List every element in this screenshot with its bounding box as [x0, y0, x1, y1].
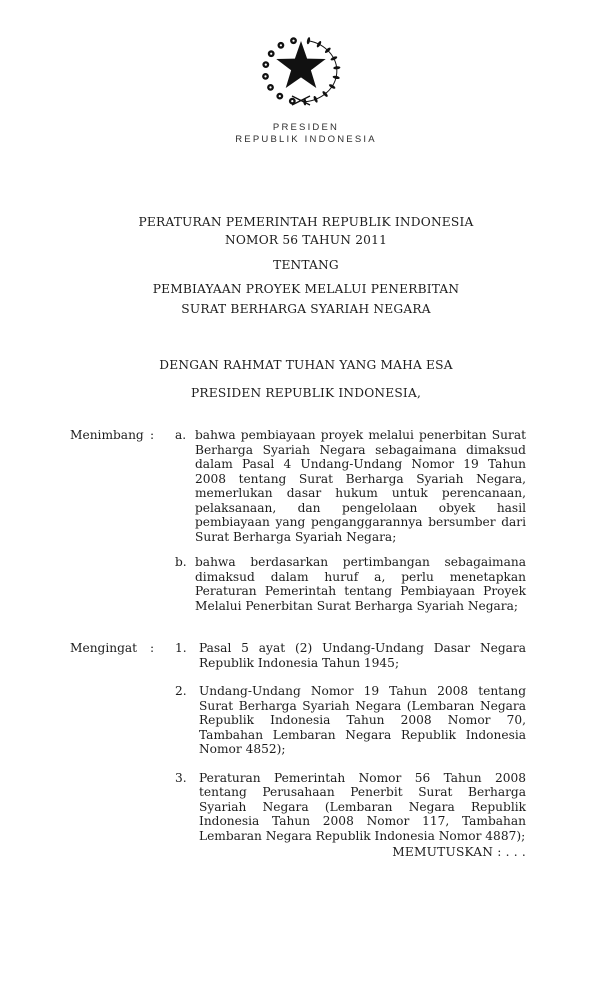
mengingat-colon: : [150, 641, 155, 655]
title-tentang: TENTANG [273, 258, 339, 272]
mengingat-label: Mengingat [70, 641, 138, 655]
invocation-line: DENGAN RAHMAT TUHAN YANG MAHA ESA [159, 358, 453, 372]
menimbang-item-a-text: bahwa pembiayaan proyek melalui penerbitan Surat Berharga Syariah Negara sebagaimana dimaksud dalam Pasal 4 Undang-Undang Nomor 19 Tahun 2008 tentang Surat Berharga Syariah Negara, memerlukan dasar hukum untuk perencanaan, pelaksanaan, dan pengelolaan obyek hasil pembiayaan yang penganggarannya bersumber dari Surat Berharga Syariah Negara; [195, 428, 526, 544]
menimbang-items [175, 428, 526, 613]
title-line-2: NOMOR 56 TAHUN 2011 [224, 233, 388, 247]
menimbang-label: Menimbang [70, 428, 144, 442]
mengingat-item-2-text: Undang-Undang Nomor 19 Tahun 2008 tentang Surat Berharga Syariah Negara (Lembaran Negara Republik Indonesia Tahun 2008 Nomor 70, Tambahan Lembaran Negara Republik Indonesia Nomor 4852); [199, 684, 526, 756]
mengingat-item-1-text: Pasal 5 ayat (2) Undang-Undang Dasar Negara Republik Indonesia Tahun 1945; [199, 641, 526, 670]
mengingat-item-2 [175, 684, 526, 757]
menimbang-item-b-text: bahwa berdasarkan pertimbangan sebagaimana dimaksud dalam huruf a, perlu menetapkan Peraturan Pemerintah tentang Pembiayaan Proyek Melalui Penerbitan Surat Berharga Syariah Negara; [195, 555, 526, 613]
menimbang-item-a [175, 428, 526, 544]
mengingat-item-1 [175, 641, 526, 670]
presidential-star-wreath-emblem [226, 21, 376, 121]
title-subject-2: SURAT BERHARGA SYARIAH NEGARA [181, 302, 431, 316]
section-mengingat [70, 641, 526, 843]
mengingat-item-3-text: Peraturan Pemerintah Nomor 56 Tahun 2008 tentang Perusahaan Penerbit Surat Berharga Syariah Negara (Lembaran Negara Republik Indonesia Tahun 2008 Nomor 117, Tambahan Lembaran Negara Republik Indonesia Nomor 4887); [199, 770, 526, 843]
star-icon [276, 41, 325, 88]
memutuskan-continuation: MEMUTUSKAN : . . . [392, 845, 526, 859]
mengingat-item-1-marker: 1. [175, 641, 187, 655]
title-line-1: PERATURAN PEMERINTAH REPUBLIK INDONESIA [138, 215, 474, 229]
mengingat-item-2-marker: 2. [175, 684, 187, 698]
agency-line-republik: REPUBLIK INDONESIA [235, 134, 377, 145]
mengingat-items [175, 641, 526, 843]
agency-letterhead [0, 122, 612, 146]
agency-line-presiden: PRESIDEN [272, 122, 340, 133]
section-menimbang [70, 428, 526, 613]
menimbang-item-a-marker: a. [175, 428, 187, 442]
menimbang-colon: : [150, 428, 155, 442]
mengingat-item-3-marker: 3. [175, 770, 187, 785]
title-subject-1: PEMBIAYAAN PROYEK MELALUI PENERBITAN [152, 282, 460, 296]
mengingat-item-3 [175, 771, 526, 844]
authority-line: PRESIDEN REPUBLIK INDONESIA, [190, 386, 422, 400]
menimbang-item-b [175, 555, 526, 613]
menimbang-item-b-marker: b. [175, 555, 187, 569]
